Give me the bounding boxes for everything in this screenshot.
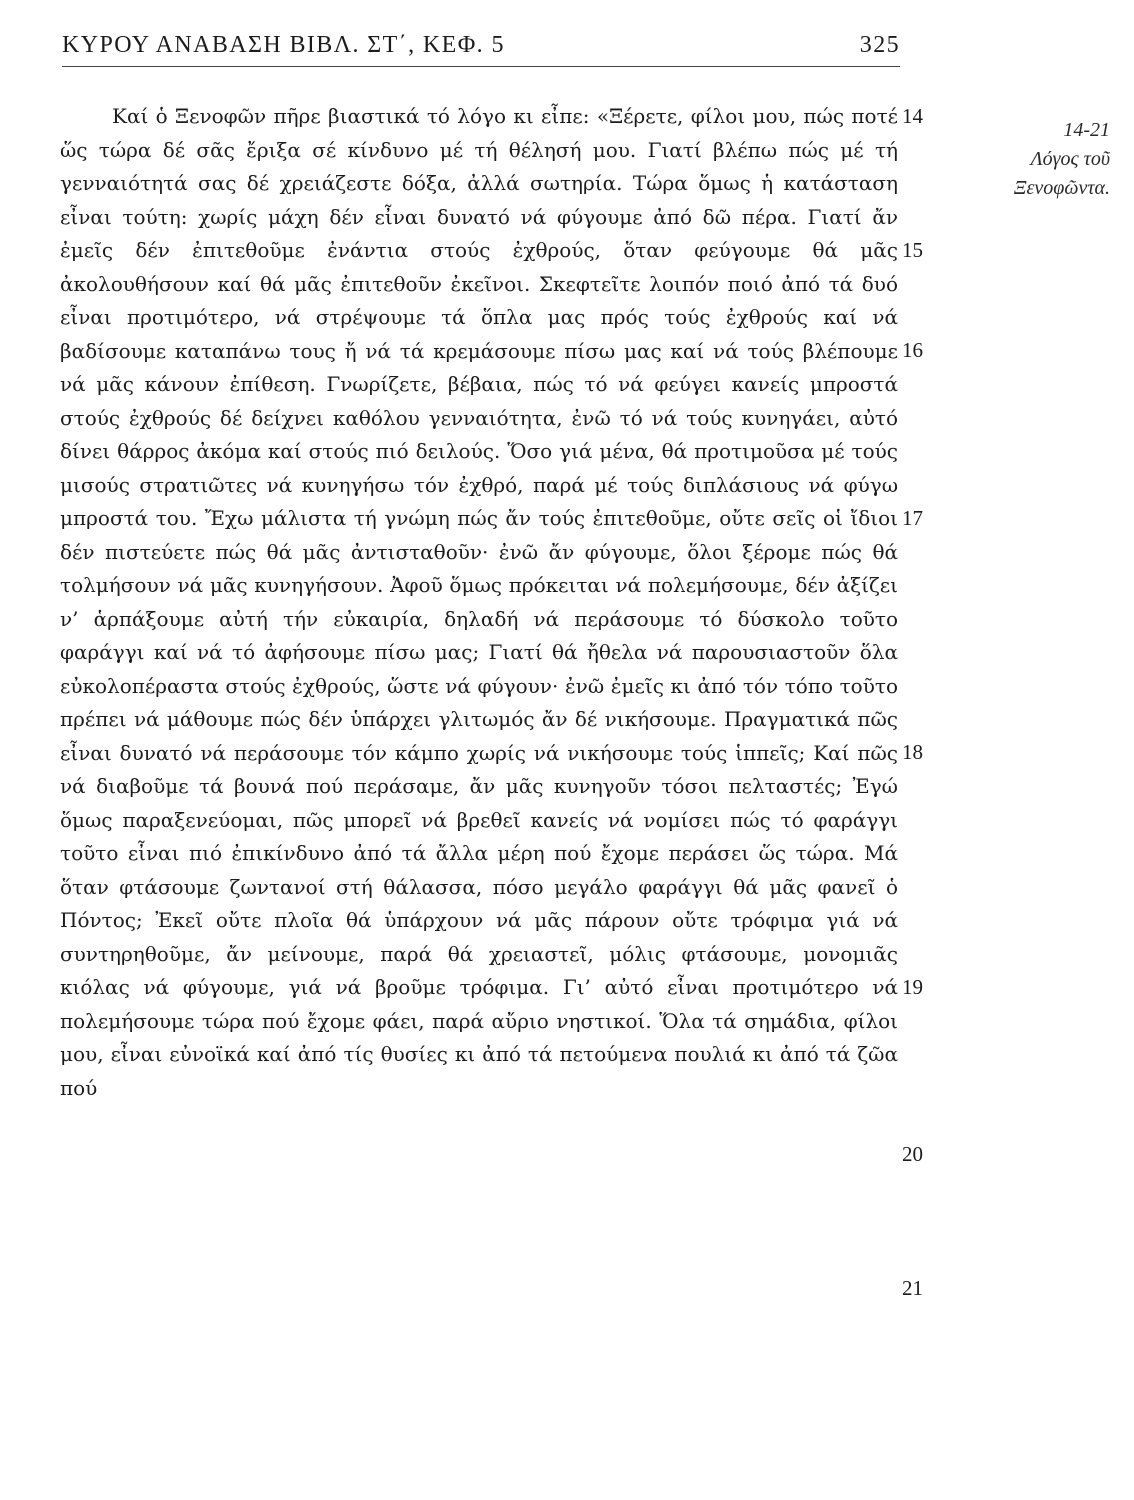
paragraph-number: 18 [902,740,923,764]
margin-note-line: Λόγος τοῦ [1030,148,1110,170]
body-paragraph: Καί ὁ Ξενοφῶν πῆρε βιαστικά τό λόγο κι εἶπε: «Ξέρετε, φίλοι μου, πώς ποτέ ὥς τώρα δέ σᾶς ἔριξα σέ κίνδυνο μέ τή θέλησή μου. Γιατί βλέπω πώς μέ τή γενναιότητά σας δέ χρειάζεστε δόξα, ἀλλά σωτηρία. Τώρα ὅμως ἡ κατάσταση εἶναι τούτη: χωρίς μάχη δέν εἶναι δυνατό νά φύγουμε ἀπό δῶ πέρα. Γιατί ἄν ἐμεῖς δέν ἐπιτεθοῦμε ἐνάντια στούς ἐχθρούς, ὅταν φεύγουμε θά μᾶς ἀκολουθήσουν καί θά μᾶς ἐπιτεθοῦν ἐκεῖνοι. Σκεφτεῖτε λοιπόν ποιό ἀπό τά δυό εἶναι προτιμότερο, νά στρέψουμε τά ὅπλα μας πρός τούς ἐχθρούς καί νά βαδίσουμε καταπάνω τους ἤ νά τά κρεμάσουμε πίσω μας καί νά τούς βλέπουμε νά μᾶς κάνουν ἐπίθεση. Γνωρίζετε, βέβαια, πώς τό νά φεύγει κανείς μπροστά στούς ἐχθρούς δέ δείχνει καθόλου γενναιότητα, ἐνῶ τό νά τούς κυνηγάει, αὐτό δίνει θάρρος ἀκόμα καί στούς πιό δειλούς. Ὅσο γιά μένα, θά προτιμοῦσα μέ τούς μισούς στρατιῶτες νά κυνηγήσω τόν ἐχθρό, παρά μέ τούς διπλάσιους νά φύγω μπροστά του. Ἔχω μάλιστα τή γνώμη πώς ἄν τούς ἐπιτεθοῦμε, οὔτε σεῖς οἱ ἴδιοι δέν πιστεύετε πώς θά μᾶς ἀντισταθοῦν· ἐνῶ ἄν φύγουμε, ὅλοι ξέρομε πώς θά τολμήσουν νά μᾶς κυνηγήσουν. Ἀφοῦ ὅμως πρόκειται νά πολεμήσουμε, δέν ἀξίζει ν’ ἁρπάξουμε αὐτή τήν εὐκαιρία, δηλαδή νά περάσουμε τό δύσκολο τοῦτο φαράγγι καί νά τό ἀφήσουμε πίσω μας; Γιατί θά ἤθελα νά παρουσιαστοῦν ὅλα εὐκολοπέραστα στούς ἐχθρούς, ὥστε νά φύγουν· ἐνῶ ἐμεῖς κι ἀπό τόν τόπο τοῦτο πρέπει νά μάθουμε πώς δέν ὑπάρχει γλιτωμός ἄν δέ νικήσουμε. Πραγματικά πῶς εἶναι δυνατό νά περάσουμε τόν κάμπο χωρίς νά νικήσουμε τούς ἱππεῖς; Καί πῶς νά διαβοῦμε τά βουνά πού περάσαμε, ἄν μᾶς κυνηγοῦν τόσοι πελταστές; Ἐγώ ὅμως παραξενεύομαι, πῶς μπορεῖ νά βρεθεῖ κανείς νά νομίσει πώς τό φαράγγι τοῦτο εἶναι πιό ἐπικίνδυνο ἀπό τά ἄλλα μέρη πού ἔχομε περάσει ὥς τώρα. Μά ὅταν φτάσουμε ζωντανοί στή θάλασσα, πόσο μεγάλο φαράγγι θά μᾶς φανεῖ ὁ Πόντος; Ἐκεῖ οὔτε πλοῖα θά ὑπάρχουν νά μᾶς πάρουν οὔτε τρόφιμα γιά νά συντηρηθοῦμε, ἄν μείνουμε, παρά θά χρειαστεῖ, μόλις φτάσουμε, μονομιᾶς κιόλας νά φύγουμε, γιά νά βροῦμε τρόφιμα. Γι’ αὐτό εἶναι προτιμότερο νά πολεμήσουμε τώρα πού ἔχομε φάει, παρά αὔριο νηστικοί. Ὅλα τά σημάδια, φίλοι μου, εἶναι εὐνοϊκά καί ἀπό τίς θυσίες κι ἀπό τά πετούμενα πουλιά κι ἀπό τά ζῶα πού [60,104,898,1100]
paragraph-number: 20 [902,1142,923,1166]
paragraph-number: 19 [902,975,923,999]
paragraph-number: 15 [902,238,923,262]
page-number: 325 [859,32,900,58]
running-header [62,22,900,66]
margin-note [950,116,1110,203]
margin-note-line: Ξενοφῶντα. [1013,177,1110,199]
paragraph-number: 17 [902,506,923,530]
margin-note-range: 14-21 [1063,119,1110,141]
body-text [60,100,898,1105]
running-header-title: ΚΥΡΟΥ ΑΝΑΒΑΣΗ ΒΙΒΛ. ΣΤ΄, ΚΕΦ. 5 [62,32,505,58]
header-rule [62,66,900,67]
paragraph-number: 21 [902,1276,923,1300]
paragraph-number: 16 [902,338,923,362]
paragraph-number: 14 [902,104,923,128]
